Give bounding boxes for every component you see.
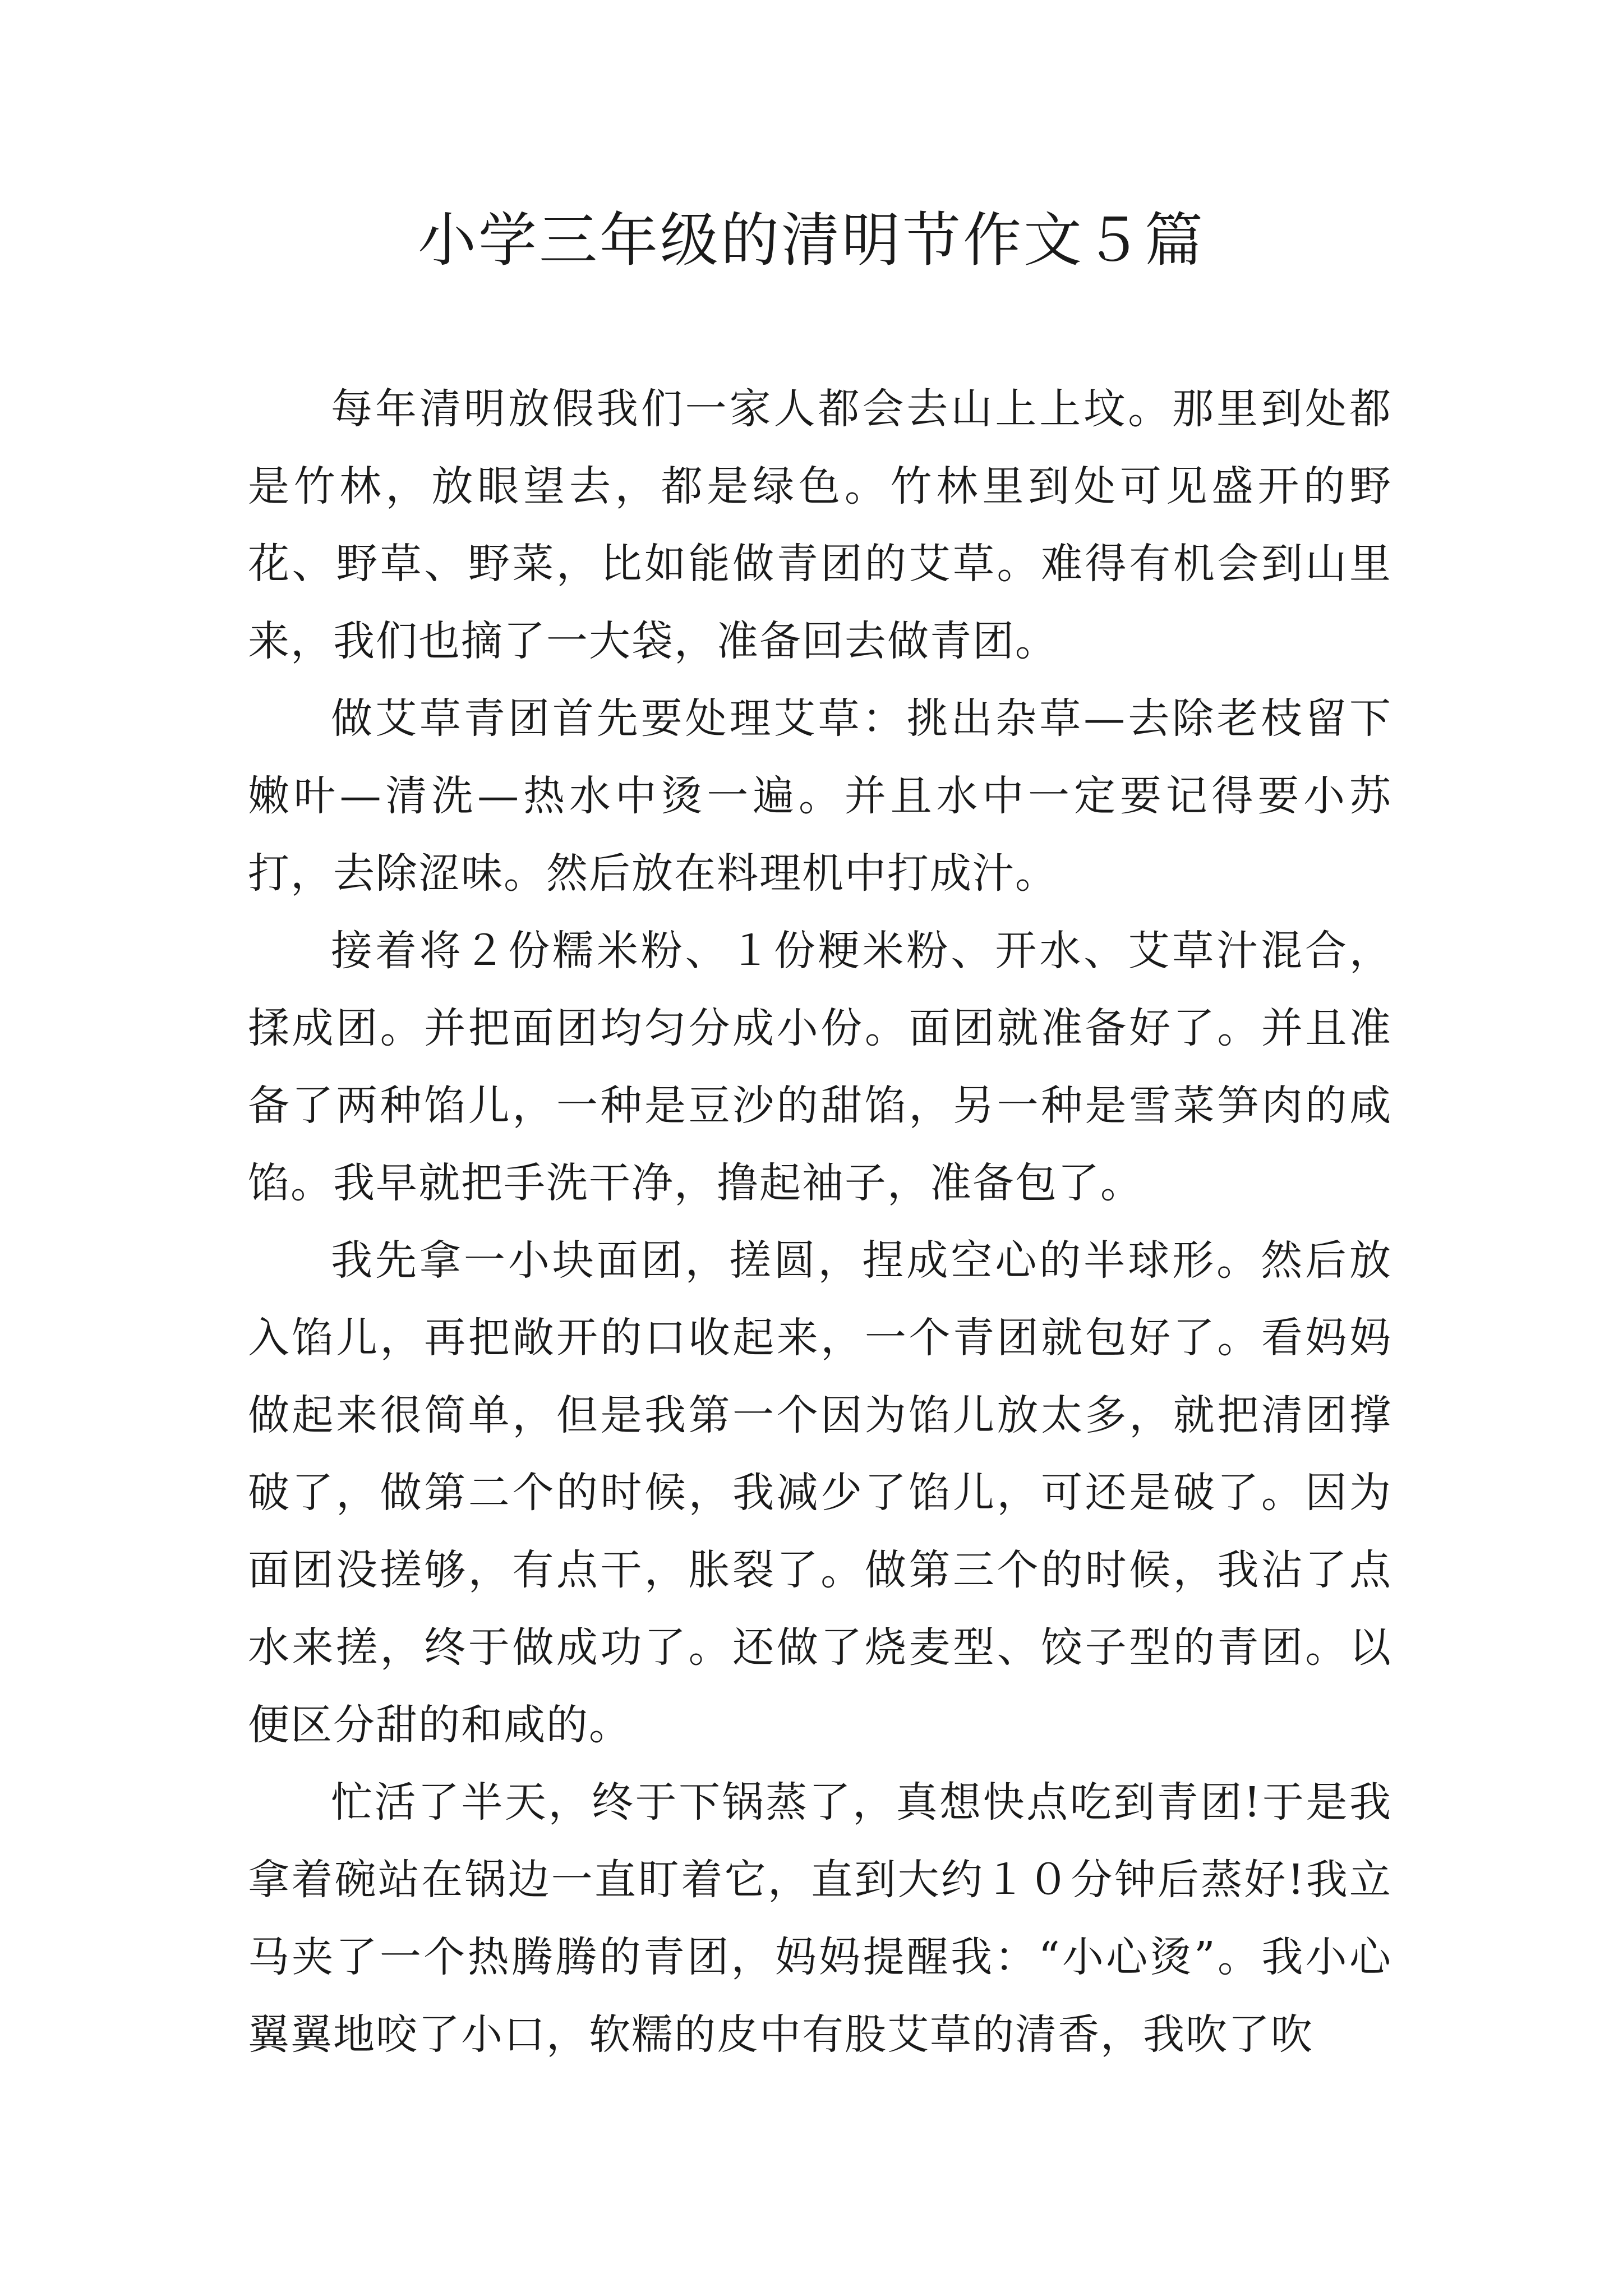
paragraph: 我先拿一小块面团，搓圆，捏成空心的半球形。然后放入馅儿，再把敞开的口收起来，一个青团就包好了。看妈妈做起来很简单，但是我第一个因为馅儿放太多，就把清团撑破了，做第二个的时候，我减少了馅儿，可还是破了。因为面团没搓够，有点干，胀裂了。做第三个的时候，我沾了点水来搓，终于做成功了。还做了烧麦型、饺子型的青团。以便区分甜的和咸的。 [248,1236,1392,1749]
paragraph: 忙活了半天，终于下锅蒸了，真想快点吃到青团!于是我拿着碗站在锅边一直盯着它，直到大约１０分钟后蒸好!我立马夹了一个热腾腾的青团，妈妈提醒我：“小心烫”。我小心翼翼地咬了小口，软糯的皮中有股艾草的清香，我吹了吹 [248,1778,1392,2059]
document-title: 小学三年级的清明节作文５篇 [417,206,1205,274]
paragraph: 接着将２份糯米粉、１份粳米粉、开水、艾草汁混合，揉成团。并把面团均匀分成小份。面团就准备好了。并且准备了两种馅儿，一种是豆沙的甜馅，另一种是雪菜笋肉的咸馅。我早就把手洗干净，撸起袖子，准备包了。 [248,927,1392,1207]
paragraph: 每年清明放假我们一家人都会去山上上坟。那里到处都是竹林，放眼望去，都是绿色。竹林里到处可见盛开的野花、野草、野菜，比如能做青团的艾草。难得有机会到山里来，我们也摘了一大袋，准备回去做青团。 [248,385,1392,665]
paragraph: 做艾草青团首先要处理艾草：挑出杂草—去除老枝留下嫩叶—清洗—热水中烫一遍。并且水中一定要记得要小苏打，去除涩味。然后放在料理机中打成汁。 [248,694,1392,898]
document-body [248,370,1392,2073]
